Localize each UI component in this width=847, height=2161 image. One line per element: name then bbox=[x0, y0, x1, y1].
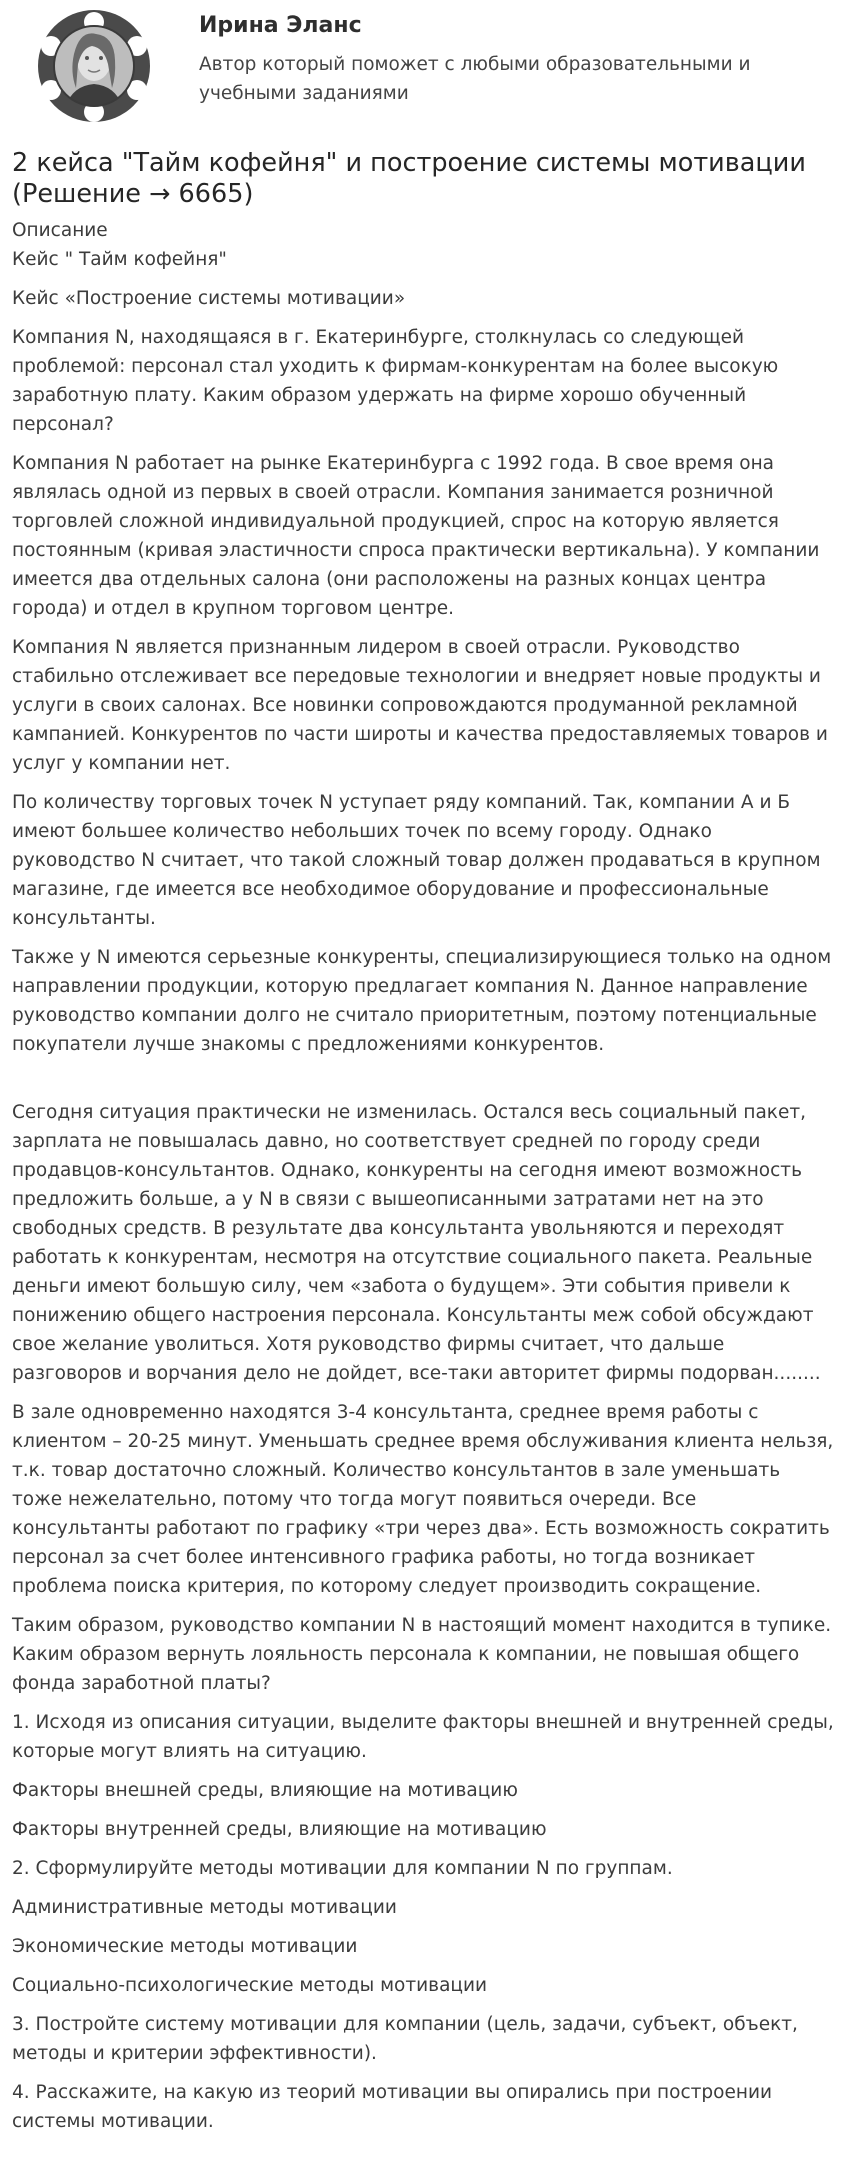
task-4: 4. Расскажите, на какую из теорий мотивации вы опирались при построении системы мотивации. bbox=[12, 2082, 773, 2132]
paragraph: Таким образом, руководство компании N в настоящий момент находится в тупике. Каким образом вернуть лояльность персонала к компании, не повышая общего фонда заработной платы? bbox=[12, 1615, 832, 1694]
task-1: 1. Исходя из описания ситуации, выделите факторы внешней и внутренней среды, которые могут влиять на ситуацию. bbox=[12, 1712, 834, 1762]
task-3: 3. Постройте систему мотивации для компании (цель, задачи, субъект, объект, методы и критерии эффективности). bbox=[12, 2014, 798, 2064]
paragraph: Компания N работает на рынке Екатеринбурга с 1992 года. В свое время она являлась одной из первых в своей отрасли. Компания занимается розничной торговлей сложной индивидуальной продукцией, спрос на которую является постоянным (кривая эластичности спроса практически вертикальна). У компании имеется два отдельных салона (они расположены на разных концах центра города) и отдел в крупном торговом центре. bbox=[12, 453, 820, 619]
paragraph: Сегодня ситуация практически не изменилась. Остался весь социальный пакет, зарплата не повышалась давно, но соответствует средней по городу среди продавцов-консультантов. Однако, конкуренты на сегодня имеют возможность предложить больше, а у N в связи с вышеописанными затратами нет на это свободных средств. В результате два консультанта увольняются и переходят работать к конкурентам, несмотря на отсутствие социального пакета. Реальные деньги имеют большую силу, чем «забота о будущем». Эти события привели к понижению общего настроения персонала. Консультанты меж собой обсуждают свое желание уволиться. Хотя руководство фирмы считает, что дальше разговоров и ворчания дело не дойдет, все-таки авторитет фирмы подорван........ bbox=[12, 1102, 821, 1384]
list-item: Факторы внешней среды, влияющие на мотивацию bbox=[12, 1780, 518, 1801]
paragraph: Компания N является признанным лидером в своей отрасли. Руководство стабильно отслеживает все передовые технологии и внедряет новые продукты и услуги в своих салонах. Все новинки сопровождаются продуманной рекламной кампанией. Конкурентов по части широты и качества предоставляемых товаров и услуг у компании нет. bbox=[12, 637, 828, 774]
task-2: 2. Сформулируйте методы мотивации для компании N по группам. bbox=[12, 1858, 673, 1879]
author-description: Автор который поможет с любыми образовательными и учебными заданиями bbox=[199, 54, 751, 104]
page-title: 2 кейса "Тайм кофейня" и построение системы мотивации (Решение → 6665) bbox=[12, 148, 806, 209]
paragraph: По количеству торговых точек N уступает ряду компаний. Так, компании А и Б имеют большее количество небольших точек по всему городу. Однако руководство N считает, что такой сложный товар должен продаваться в крупном магазине, где имеется все необходимое оборудование и профессиональные консультанты. bbox=[12, 792, 821, 929]
case-title-1: Кейс " Тайм кофейня" bbox=[12, 249, 227, 270]
film-reel-avatar-icon bbox=[20, 8, 168, 124]
list-item: Факторы внутренней среды, влияющие на мотивацию bbox=[12, 1819, 547, 1840]
blank-line bbox=[12, 1069, 835, 1098]
paragraph: Компания N, находящаяся в г. Екатеринбурге, столкнулась со следующей проблемой: персонал стал уходить к фирмам-конкурентам на более высокую заработную плату. Каким образом удержать на фирме хорошо обученный персонал? bbox=[12, 327, 779, 435]
author-name[interactable]: Ирина Эланс bbox=[199, 13, 362, 38]
list-item: Социально-психологические методы мотивации bbox=[12, 1975, 488, 1996]
avatar bbox=[20, 8, 168, 124]
list-item: Административные методы мотивации bbox=[12, 1897, 397, 1918]
list-item: Экономические методы мотивации bbox=[12, 1936, 358, 1957]
paragraph: В зале одновременно находятся 3-4 консультанта, среднее время работы с клиентом – 20-25 минут. Уменьшать среднее время обслуживания клиента нельзя, т.к. товар достаточно сложный. Количество консультантов в зале уменьшать тоже нежелательно, потому что тогда могут появиться очереди. Все консультанты работают по графику «три через два». Есть возможность сократить персонал за счет более интенсивного графика работы, но тогда возникает проблема поиска критерия, по которому следует производить сокращение. bbox=[12, 1402, 834, 1597]
description-label: Описание bbox=[12, 220, 108, 241]
author-card bbox=[12, 0, 835, 128]
paragraph: Также у N имеются серьезные конкуренты, специализирующиеся только на одном направлении продукции, которую предлагает компания N. Данное направление руководство компании долго не считало приоритетным, поэтому потенциальные покупатели лучше знакомы с предложениями конкурентов. bbox=[12, 947, 832, 1055]
description-body bbox=[12, 216, 835, 2136]
case-title-2: Кейс «Построение системы мотивации» bbox=[12, 288, 406, 309]
